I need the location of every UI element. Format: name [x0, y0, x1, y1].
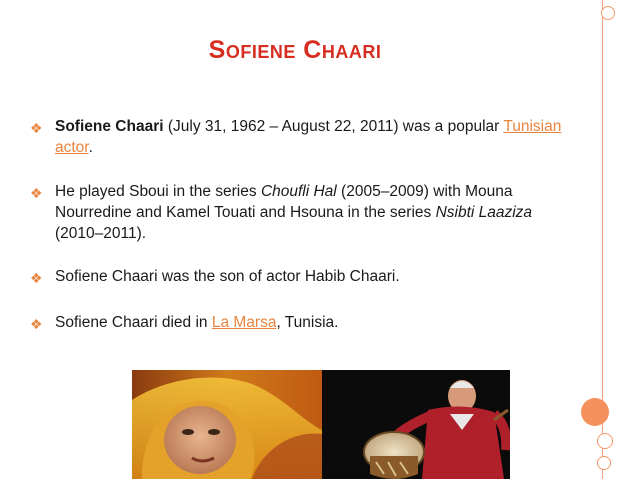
diamond-bullet-icon: ❖	[30, 185, 43, 201]
bullet-text: (July 31, 1962 – August 22, 2011) was a popular	[163, 118, 504, 135]
link-tunisian[interactable]: Tunisian	[503, 118, 562, 135]
series-title-italic: Choufli Hal	[260, 183, 337, 200]
link-la-marsa[interactable]: La Marsa	[211, 314, 277, 331]
bullet-text: He played Sboui in the series	[55, 183, 261, 200]
bullet-list	[30, 116, 570, 333]
bullet-text: (2005–2009) with Mouna Nourredine and Kamel Touati and Hsouna in the series	[55, 183, 513, 221]
bullet-item	[30, 312, 570, 333]
bullet-bold-name: Sofiene Chaari	[55, 118, 164, 135]
bullet-text: , Tunisia.	[276, 314, 339, 331]
diamond-bullet-icon: ❖	[30, 120, 43, 136]
decorative-circle-small	[597, 433, 613, 449]
slide-title: Sofiene Chaari	[208, 36, 382, 64]
decorative-circle-small	[597, 456, 611, 470]
series-title-italic: Nsibti Laaziza	[435, 204, 533, 221]
photo-collage	[132, 370, 510, 479]
link-actor[interactable]: actor	[55, 139, 89, 156]
bullet-item	[30, 116, 570, 158]
bullet-text: .	[88, 139, 93, 156]
diamond-bullet-icon: ❖	[30, 316, 43, 332]
decorative-circle-top	[601, 6, 615, 20]
bullet-text: Sofiene Chaari was the son of actor Habib Chaari.	[55, 268, 400, 285]
decorative-circle-large	[581, 398, 609, 426]
diamond-bullet-icon: ❖	[30, 270, 43, 286]
bullet-text: Sofiene Chaari died in	[55, 314, 212, 331]
bullet-item	[30, 266, 570, 287]
bullet-text: (2010–2011).	[55, 225, 147, 242]
photo-collage-image	[132, 370, 510, 479]
bullet-item	[30, 181, 570, 244]
